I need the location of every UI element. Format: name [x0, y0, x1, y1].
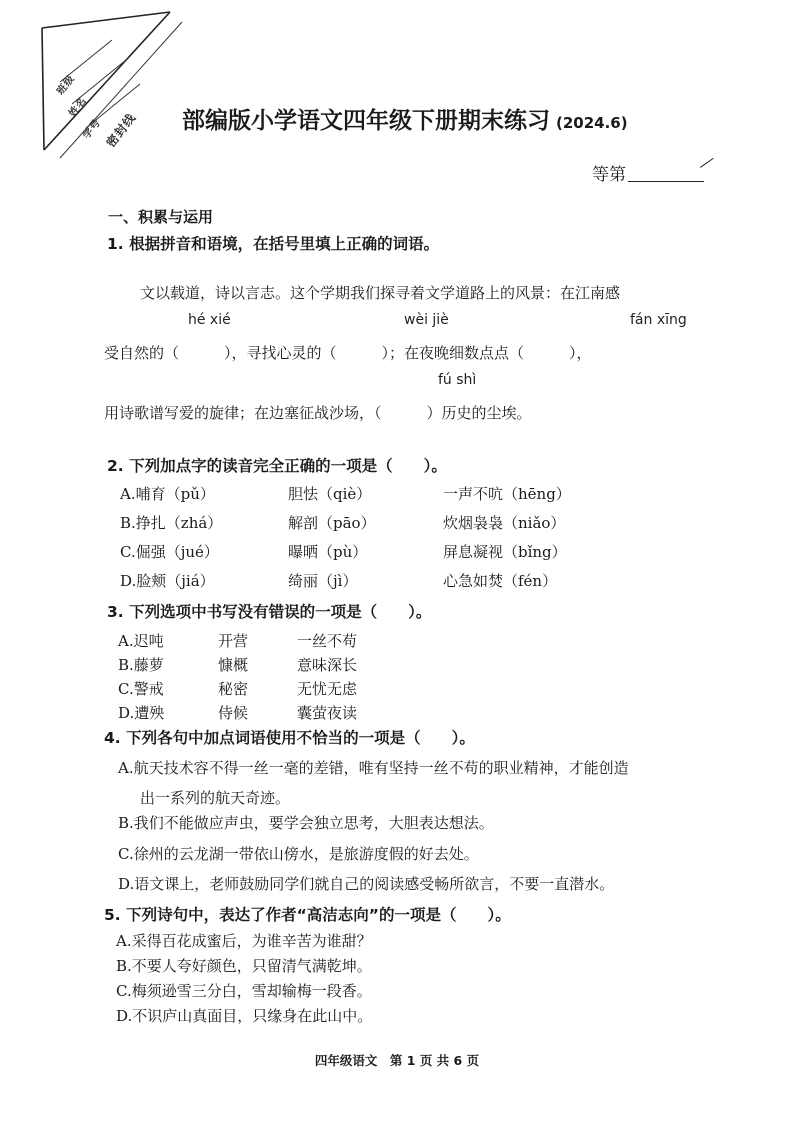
q4-option-d: D.语文课上，老师鼓励同学们就自己的阅读感受畅所欲言，不要一直潜水。 [118, 875, 615, 893]
q1-pinyin-c: fán xīng [630, 312, 687, 328]
q2-row-a-3: 一声不吭（hēng） [443, 485, 571, 503]
q3-row-c-1: C.警戒 [118, 680, 164, 698]
q3-row-d-2: 侍候 [218, 704, 249, 722]
seal-corner-lines [0, 0, 200, 200]
q2-row-d-1: D.脸颊（jiá） [120, 572, 215, 590]
q2-row-a-2: 胆怯（qiè） [288, 485, 372, 503]
corner-label-number: 学号 [81, 117, 104, 142]
q2-row-d-2: 绮丽（jì） [288, 572, 358, 590]
page-title [182, 102, 628, 135]
title-year: (2024.6) [556, 114, 628, 132]
q3-row-b-2: 慷概 [218, 656, 249, 674]
grade-label: 等第 [592, 165, 626, 185]
corner-label-seal: 密封线 [103, 110, 139, 150]
q3-row-b-3: 意味深长 [297, 656, 358, 674]
q2-row-a-1: A.哺育（pǔ） [120, 485, 215, 503]
q2-row-c-1: C.倔强（jué） [120, 543, 219, 561]
q5-option-b: B.不要人夸好颜色，只留清气满乾坤。 [116, 957, 372, 975]
q1-line-3: 用诗歌谱写爱的旋律；在边塞征战沙场，（ ）历史的尘埃。 [104, 404, 532, 422]
q2-row-c-3: 屏息凝视（bǐng） [443, 543, 567, 561]
q3-row-a-3: 一丝不苟 [297, 632, 358, 650]
question-1-stem: 1. 根据拼音和语境，在括号里填上正确的词语。 [107, 235, 440, 253]
title-text: 部编版小学语文四年级下册期末练习 [182, 108, 550, 134]
question-3-stem: 3. 下列选项中书写没有错误的一项是（ ）。 [107, 603, 432, 621]
q3-row-c-2: 秘密 [218, 680, 249, 698]
q2-row-d-3: 心急如焚（fén） [443, 572, 558, 590]
q1-line-1: 文以载道，诗以言志。这个学期我们探寻着文学道路上的风景：在江南感 [140, 284, 621, 302]
q3-row-c-3: 无忧无虑 [297, 680, 358, 698]
q2-row-b-3: 炊烟袅袅（niǎo） [443, 514, 566, 532]
q2-row-c-2: 曝晒（pù） [288, 543, 368, 561]
q2-row-b-1: B.挣扎（zhá） [120, 514, 223, 532]
corner-label-class: 班级 [55, 73, 78, 98]
q4-option-a-line-2: 出一系列的航天奇迹。 [140, 789, 291, 807]
q3-row-b-1: B.藤萝 [118, 656, 164, 674]
q3-row-d-1: D.遭殃 [118, 704, 165, 722]
q3-row-a-2: 开营 [218, 632, 249, 650]
q5-option-d: D.不识庐山真面目，只缘身在此山中。 [116, 1007, 373, 1025]
question-5-stem: 5. 下列诗句中，表达了作者“高洁志向”的一项是（ ）。 [104, 906, 511, 924]
corner-label-name: 姓名 [67, 95, 90, 120]
grade-blank-line[interactable] [628, 181, 704, 182]
q1-pinyin-d: fú shì [438, 372, 477, 388]
q5-option-a: A.采得百花成蜜后，为谁辛苦为谁甜？ [116, 932, 372, 950]
question-2-stem: 2. 下列加点字的读音完全正确的一项是（ ）。 [107, 457, 447, 475]
q3-row-d-3: 囊萤夜读 [297, 704, 358, 722]
grade-line-tail [700, 158, 723, 181]
q4-option-a-line-1: A.航天技术容不得一丝一毫的差错，唯有坚持一丝不苟的职业精神，才能创造 [118, 759, 629, 777]
q2-row-b-2: 解剖（pāo） [288, 514, 376, 532]
q3-row-a-1: A.迟吨 [118, 632, 164, 650]
q4-option-b: B.我们不能做应声虫，要学会独立思考，大胆表达想法。 [118, 814, 494, 832]
q1-line-2: 受自然的（ ），寻找心灵的（ ）；在夜晚细数点点（ ）， [104, 344, 592, 362]
question-4-stem: 4. 下列各句中加点词语使用不恰当的一项是（ ）。 [104, 729, 475, 747]
page-footer: 四年级语文 第 1 页 共 6 页 [314, 1053, 480, 1068]
q1-pinyin-a: hé xié [188, 312, 231, 328]
q4-option-c: C.徐州的云龙湖一带依山傍水，是旅游度假的好去处。 [118, 845, 479, 863]
q5-option-c: C.梅须逊雪三分白，雪却输梅一段香。 [116, 982, 372, 1000]
q1-pinyin-b: wèi jiè [404, 312, 449, 328]
section-heading: 一、积累与运用 [108, 208, 214, 226]
